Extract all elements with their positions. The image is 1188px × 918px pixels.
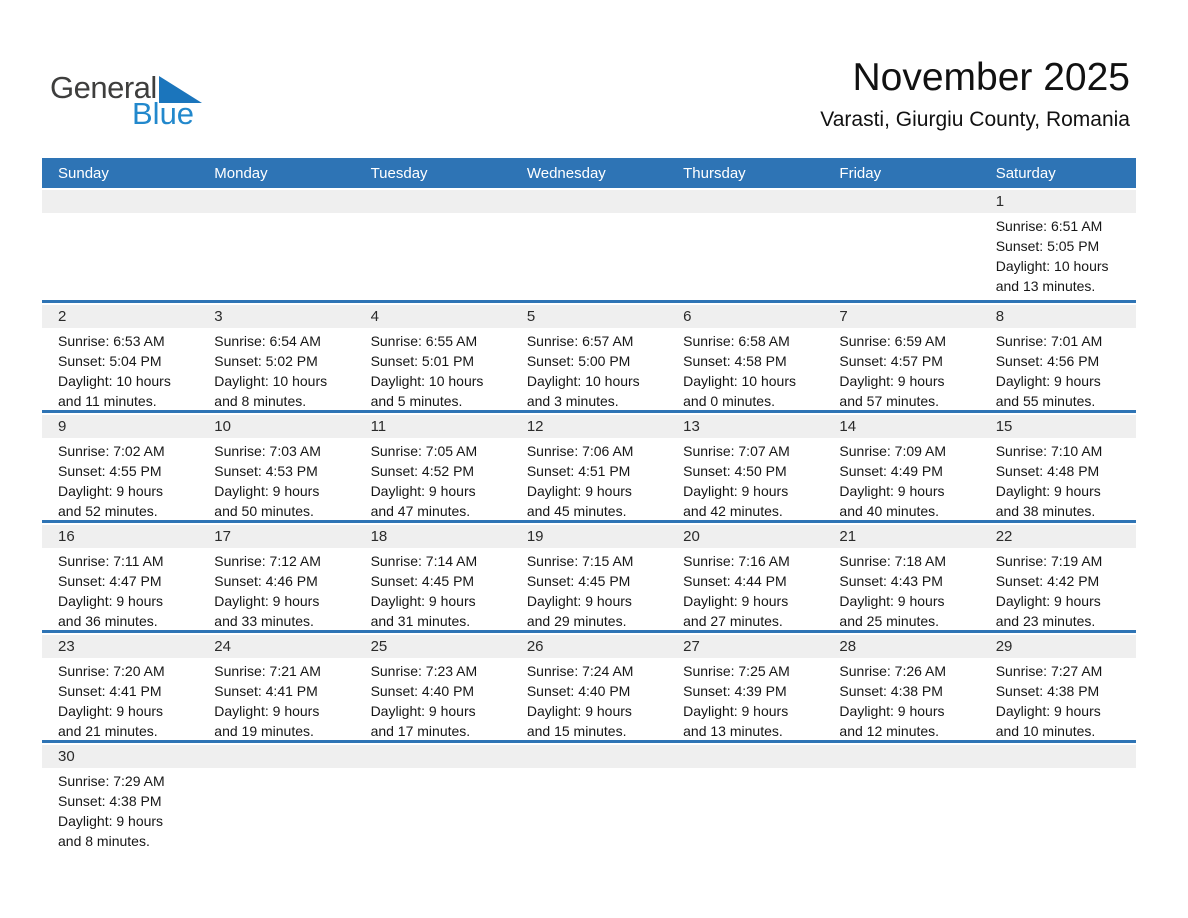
week-row [42,740,1136,850]
day-cell [198,548,354,631]
day-info-line: and 8 minutes. [58,833,150,849]
day-cell [42,768,198,851]
day-cell [198,658,354,741]
day-cell [823,658,979,741]
day-info-line: Sunset: 4:49 PM [839,463,943,479]
day-info-line: and 13 minutes. [995,278,1096,294]
week-content-row [42,438,1136,521]
day-info-line: and 31 minutes. [370,613,471,629]
day-info-line: Sunrise: 7:14 AM [370,553,478,569]
day-info-line: Sunset: 4:55 PM [58,463,162,479]
day-info-line: Daylight: 9 hours [58,483,164,499]
day-number-band [42,525,1136,548]
day-cell [823,548,979,631]
day-number: 22 [995,528,1013,545]
day-info-line: Sunset: 4:53 PM [214,463,318,479]
day-info-line: and 23 minutes. [995,613,1096,629]
day-number: 11 [370,418,387,435]
day-info-line: and 27 minutes. [683,613,783,629]
day-info-line: Sunset: 4:40 PM [526,683,631,699]
day-info-line: Daylight: 9 hours [839,703,945,719]
day-info-line: and 42 minutes. [683,503,783,519]
empty-day-cell [667,768,823,851]
day-info-line: Sunrise: 7:27 AM [995,663,1103,679]
day-info-line: Sunset: 5:00 PM [526,353,631,369]
day-number: 24 [214,638,231,655]
day-info-line: Daylight: 9 hours [526,593,632,609]
empty-day-cell [198,213,354,296]
day-cell [980,328,1136,411]
day-info-line: Sunset: 4:56 PM [995,353,1100,369]
day-number: 16 [58,528,75,545]
day-info-line: Sunset: 4:45 PM [370,573,475,589]
day-cell [42,548,198,631]
day-info-line: Sunset: 4:38 PM [995,683,1100,699]
day-cell [355,328,511,411]
day-info-line: Sunrise: 7:05 AM [370,443,478,459]
day-cell [355,548,511,631]
day-info-line: Sunset: 5:01 PM [370,353,475,369]
week-content-row [42,548,1136,631]
week-content-row [42,768,1136,851]
day-info-line: Sunset: 4:38 PM [839,683,943,699]
calendar-table [42,158,1136,850]
day-info-line: and 5 minutes. [370,393,463,409]
day-info-line: Sunrise: 7:15 AM [526,553,634,569]
day-info-line: Daylight: 9 hours [526,703,632,719]
day-info-line: Sunrise: 7:10 AM [995,443,1103,459]
day-info-line: Daylight: 9 hours [683,483,789,499]
day-cell [823,328,979,411]
day-info-line: Sunset: 5:05 PM [995,238,1100,254]
day-info-line: and 52 minutes. [58,503,158,519]
empty-day-cell [511,213,667,296]
empty-day-cell [198,768,354,851]
day-cell [42,328,198,411]
day-info-line: Daylight: 9 hours [839,483,945,499]
day-info-line: Daylight: 9 hours [370,483,476,499]
day-cell [667,328,823,411]
day-number: 1 [995,193,1005,210]
day-info-line: Daylight: 9 hours [370,703,476,719]
day-number-band [42,635,1136,658]
day-info-line: and 36 minutes. [58,613,158,629]
day-number: 4 [370,308,379,325]
day-cell [511,658,667,741]
weekday-header-wednesday: Wednesday [526,164,606,182]
day-number-band [42,305,1136,328]
day-number: 6 [683,308,692,325]
day-info-line: Sunset: 4:47 PM [58,573,162,589]
day-cell [198,438,354,521]
empty-day-cell [355,213,511,296]
logo-text-general: General [50,70,157,105]
day-info-line: Daylight: 9 hours [58,813,164,829]
day-info-line: Sunset: 4:43 PM [839,573,943,589]
day-info-line: and 13 minutes. [683,723,783,739]
week-row [42,190,1136,300]
day-cell [980,438,1136,521]
day-info-line: Sunrise: 7:20 AM [58,663,165,679]
day-info-line: Sunrise: 7:03 AM [214,443,321,459]
day-info-line: Sunset: 4:51 PM [526,463,631,479]
day-cell [511,328,667,411]
day-info-line: Daylight: 9 hours [995,483,1101,499]
day-info-line: Daylight: 9 hours [683,593,789,609]
day-number: 14 [839,418,857,435]
day-info-line: Daylight: 10 hours [526,373,640,389]
day-number: 26 [526,638,544,655]
day-number: 5 [526,308,536,325]
day-number: 12 [526,418,544,435]
day-number: 8 [995,308,1005,325]
day-number: 20 [683,528,700,545]
day-cell [980,658,1136,741]
day-info-line: Daylight: 9 hours [839,373,945,389]
day-cell [42,438,198,521]
day-info-line: and 47 minutes. [370,503,471,519]
day-info-line: Sunrise: 7:24 AM [526,663,634,679]
day-number-band [42,745,1136,768]
empty-day-cell [42,213,198,296]
day-info-line: Sunrise: 7:06 AM [526,443,634,459]
day-cell [667,548,823,631]
day-info-line: Daylight: 9 hours [214,593,320,609]
day-info-line: Sunrise: 7:29 AM [58,773,165,789]
day-info-line: and 40 minutes. [839,503,940,519]
day-number: 25 [370,638,388,655]
day-number: 23 [58,638,75,655]
day-info-line: and 38 minutes. [995,503,1096,519]
day-info-line: and 15 minutes. [526,723,627,739]
day-number: 3 [214,308,223,325]
day-info-line: Sunset: 4:50 PM [683,463,787,479]
day-cell [355,438,511,521]
day-info-line: Sunrise: 7:12 AM [214,553,321,569]
page-title: November 2025 [852,56,1130,99]
week-row [42,520,1136,630]
day-info-line: and 0 minutes. [683,393,775,409]
day-info-line: and 50 minutes. [214,503,314,519]
calendar-body [42,190,1136,850]
weekday-header-saturday: Saturday [995,164,1056,182]
weekday-header-sunday: Sunday [58,164,109,182]
day-info-line: Sunset: 4:44 PM [683,573,787,589]
day-info-line: Sunset: 4:45 PM [526,573,631,589]
day-info-line: Sunrise: 7:11 AM [58,553,164,569]
day-info-line: Daylight: 10 hours [58,373,171,389]
day-info-line: Daylight: 9 hours [58,593,164,609]
day-info-line: Sunset: 4:40 PM [370,683,475,699]
day-info-line: Daylight: 9 hours [58,703,164,719]
day-cell [42,658,198,741]
day-info-line: Sunrise: 7:26 AM [839,663,947,679]
day-number-band [42,415,1136,438]
day-info-line: and 25 minutes. [839,613,940,629]
day-info-line: Sunset: 4:52 PM [370,463,475,479]
day-info-line: Sunrise: 6:54 AM [214,333,321,349]
day-info-line: Sunset: 4:48 PM [995,463,1100,479]
day-info-line: Sunrise: 7:16 AM [683,553,790,569]
day-info-line: Sunrise: 6:51 AM [995,218,1103,234]
day-info-line: Daylight: 10 hours [995,258,1109,274]
day-info-line: Sunrise: 7:09 AM [839,443,947,459]
day-info-line: Sunrise: 6:59 AM [839,333,947,349]
title-block [820,56,1130,132]
day-number-band [42,190,1136,213]
day-info-line: Sunset: 4:46 PM [214,573,318,589]
day-cell [980,213,1136,296]
day-info-line: Sunrise: 7:25 AM [683,663,790,679]
day-info-line: Daylight: 9 hours [995,373,1101,389]
day-info-line: Sunset: 5:02 PM [214,353,318,369]
day-info-line: and 57 minutes. [839,393,940,409]
weekday-header-thursday: Thursday [683,164,746,182]
day-number: 2 [58,308,67,325]
day-info-line: Sunrise: 7:02 AM [58,443,165,459]
weekday-header-friday: Friday [839,164,882,182]
day-info-line: Sunrise: 7:07 AM [683,443,790,459]
day-info-line: Daylight: 9 hours [526,483,632,499]
page-subtitle: Varasti, Giurgiu County, Romania [820,107,1130,131]
day-cell [980,548,1136,631]
day-info-line: and 8 minutes. [214,393,307,409]
day-info-line: Daylight: 9 hours [683,703,789,719]
empty-day-cell [355,768,511,851]
day-number: 13 [683,418,700,435]
day-number: 7 [839,308,848,325]
day-number: 19 [526,528,544,545]
week-row [42,300,1136,410]
week-content-row [42,328,1136,411]
day-info-line: Daylight: 9 hours [214,703,320,719]
day-info-line: Sunset: 4:57 PM [839,353,943,369]
day-info-line: Daylight: 9 hours [995,703,1101,719]
day-cell [667,658,823,741]
day-info-line: Sunrise: 7:21 AM [214,663,321,679]
day-info-line: Daylight: 9 hours [214,483,320,499]
day-info-line: and 29 minutes. [526,613,627,629]
day-info-line: Sunset: 4:58 PM [683,353,787,369]
day-info-line: Sunset: 4:39 PM [683,683,787,699]
day-info-line: Sunrise: 7:01 AM [995,333,1103,349]
day-number: 28 [839,638,857,655]
day-info-line: Sunset: 5:04 PM [58,353,162,369]
day-info-line: Sunrise: 7:18 AM [839,553,947,569]
day-info-line: Daylight: 9 hours [995,593,1101,609]
day-cell [198,328,354,411]
day-info-line: and 3 minutes. [526,393,619,409]
week-content-row [42,213,1136,296]
general-blue-logo [50,72,202,129]
day-info-line: Daylight: 9 hours [839,593,945,609]
day-info-line: and 33 minutes. [214,613,314,629]
day-info-line: Sunrise: 7:23 AM [370,663,478,679]
day-cell [511,548,667,631]
week-content-row [42,658,1136,741]
day-info-line: and 21 minutes. [58,723,158,739]
day-info-line: Sunset: 4:42 PM [995,573,1100,589]
day-info-line: Sunset: 4:41 PM [214,683,318,699]
day-info-line: Sunrise: 6:57 AM [526,333,634,349]
day-info-line: Sunrise: 6:55 AM [370,333,478,349]
day-info-line: and 12 minutes. [839,723,940,739]
day-number: 15 [995,418,1013,435]
weekday-header-monday: Monday [214,164,268,182]
weekday-header-row [42,158,1136,188]
day-info-line: Daylight: 9 hours [370,593,476,609]
weekday-header-tuesday: Tuesday [370,164,428,182]
week-row [42,410,1136,520]
day-info-line: Sunrise: 7:19 AM [995,553,1103,569]
day-info-line: and 10 minutes. [995,723,1096,739]
day-info-line: Sunset: 4:38 PM [58,793,162,809]
day-number: 30 [58,748,75,765]
empty-day-cell [980,768,1136,851]
day-info-line: and 11 minutes. [58,393,157,409]
empty-day-cell [823,768,979,851]
day-info-line: and 55 minutes. [995,393,1096,409]
day-cell [667,438,823,521]
day-info-line: Sunrise: 6:53 AM [58,333,165,349]
day-number: 27 [683,638,700,655]
day-info-line: Daylight: 10 hours [683,373,796,389]
day-number: 9 [58,418,67,435]
day-info-line: Sunrise: 6:58 AM [683,333,790,349]
day-info-line: and 19 minutes. [214,723,314,739]
day-info-line: Sunset: 4:41 PM [58,683,162,699]
day-number: 21 [839,528,857,545]
logo-text-blue: Blue [132,96,195,131]
week-row [42,630,1136,740]
day-number: 10 [214,418,231,435]
day-info-line: and 45 minutes. [526,503,627,519]
day-cell [355,658,511,741]
empty-day-cell [667,213,823,296]
day-info-line: Daylight: 10 hours [370,373,484,389]
day-number: 18 [370,528,388,545]
day-number: 17 [214,528,231,545]
day-info-line: Daylight: 10 hours [214,373,328,389]
day-cell [511,438,667,521]
day-cell [823,438,979,521]
empty-day-cell [823,213,979,296]
day-number: 29 [995,638,1013,655]
empty-day-cell [511,768,667,851]
day-info-line: and 17 minutes. [370,723,471,739]
